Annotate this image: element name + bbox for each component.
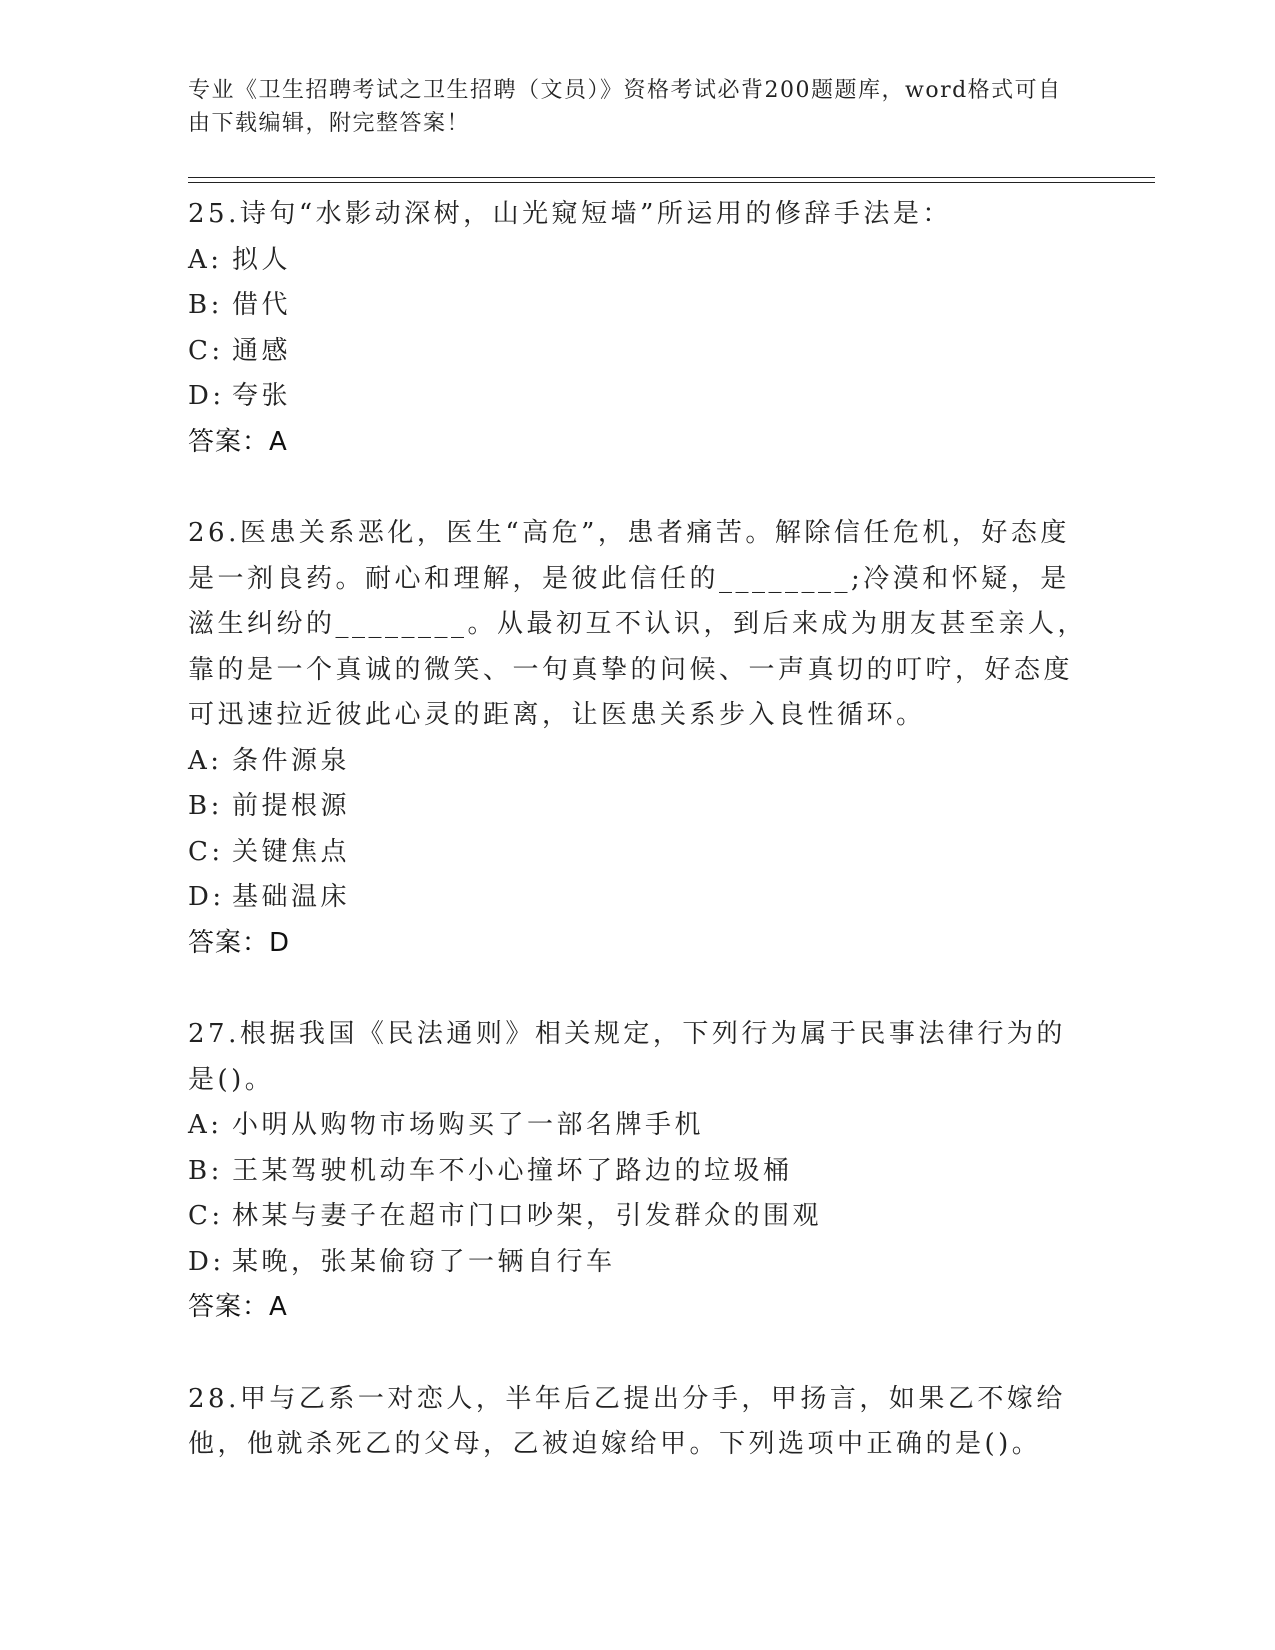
option-letter: D: xyxy=(188,882,225,912)
header-divider-top xyxy=(188,177,1155,178)
option-b xyxy=(188,283,1088,329)
option-a xyxy=(188,739,1088,785)
question-25 xyxy=(188,192,1088,465)
option-letter: C: xyxy=(188,1201,224,1231)
option-b xyxy=(188,1149,1088,1195)
option-text: 关键焦点 xyxy=(232,836,351,867)
option-text: 借代 xyxy=(232,290,292,320)
option-letter: D: xyxy=(188,381,225,411)
question-stem: 28.甲与乙系一对恋人，半年后乙提出分手，甲扬言，如果乙不嫁给他，他就杀死乙的父母，乙被迫嫁给甲。下列选项中正确的是()。 xyxy=(188,1383,1066,1459)
option-text: 基础温床 xyxy=(232,882,351,912)
option-text: 条件源泉 xyxy=(232,745,351,776)
option-letter: B: xyxy=(188,791,223,821)
option-d xyxy=(188,374,1088,420)
option-letter: A: xyxy=(188,745,223,776)
option-c xyxy=(188,1194,1088,1240)
option-letter: D: xyxy=(188,1246,225,1277)
option-d xyxy=(188,1240,1088,1286)
header-divider-bottom xyxy=(188,182,1155,183)
option-letter: B: xyxy=(188,1155,223,1186)
option-text: 王某驾驶机动车不小心撞坏了路边的垃圾桶 xyxy=(232,1155,793,1186)
option-text: 前提根源 xyxy=(232,791,351,821)
question-stem: 26.医患关系恶化，医生“高危”，患者痛苦。解除信任危机，好态度是一剂良药。耐心和理解，是彼此信任的________;冷漠和怀疑，是滋生纠纷的________。从最初互不认识，到后来成为朋友甚至亲人，靠的是一个真诚的微笑、一句真挚的问候、一声真切的叮咛，好态度可迅速拉近彼此心灵的距离，让医患关系步入良性循环。 xyxy=(188,518,1088,730)
option-letter: C: xyxy=(188,836,224,867)
option-b xyxy=(188,784,1088,830)
option-text: 通感 xyxy=(232,335,292,366)
option-a xyxy=(188,1103,1088,1149)
question-stem: 25.诗句“水影动深树，山光窥短墙”所运用的修辞手法是： xyxy=(188,199,952,229)
option-c xyxy=(188,830,1088,876)
option-text: 林某与妻子在超市门口吵架，引发群众的围观 xyxy=(232,1201,823,1231)
option-text: 拟人 xyxy=(232,244,292,275)
answer-line: 答案：A xyxy=(188,426,288,457)
option-a xyxy=(188,238,1088,284)
question-stem: 27.根据我国《民法通则》相关规定，下列行为属于民事法律行为的是()。 xyxy=(188,1019,1066,1095)
option-d xyxy=(188,875,1088,921)
question-28 xyxy=(188,1377,1088,1468)
option-letter: A: xyxy=(188,244,223,275)
answer-line: 答案：A xyxy=(188,1292,288,1322)
option-letter: A: xyxy=(188,1110,223,1140)
question-27 xyxy=(188,1012,1088,1331)
option-text: 夸张 xyxy=(232,381,292,411)
option-c xyxy=(188,329,1088,375)
option-text: 小明从购物市场购买了一部名牌手机 xyxy=(232,1110,705,1140)
option-letter: B: xyxy=(188,290,223,320)
answer-line: 答案：D xyxy=(188,927,291,958)
question-list xyxy=(188,192,1088,1468)
option-letter: C: xyxy=(188,335,224,366)
option-text: 某晚，张某偷窃了一辆自行车 xyxy=(232,1246,616,1277)
page-header: 专业《卫生招聘考试之卫生招聘（文员）》资格考试必背200题题库，word格式可自由下载编辑，附完整答案！ xyxy=(188,78,1062,136)
question-26 xyxy=(188,511,1088,966)
